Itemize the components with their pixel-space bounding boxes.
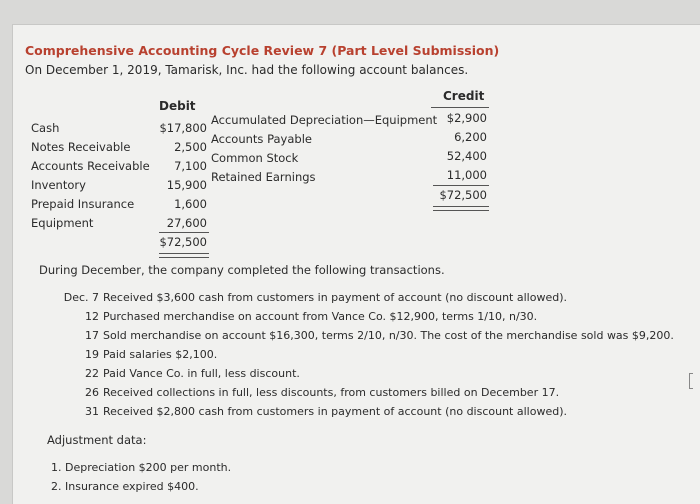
credit-total-double-rule	[433, 206, 489, 211]
debit-header: Debit	[159, 99, 196, 113]
debit-account-name: Accounts Receivable	[31, 159, 150, 173]
credit-account-name: Accumulated Depreciation—Equipment	[211, 113, 438, 127]
transaction-text: Paid Vance Co. in full, less discount.	[103, 367, 300, 380]
transaction-row	[41, 291, 567, 304]
credit-account-name: Retained Earnings	[211, 170, 316, 184]
debit-amounts	[151, 119, 207, 233]
credit-account-name: Common Stock	[211, 151, 299, 165]
transaction-text: Received $3,600 cash from customers in payment of account (no discount allowed).	[103, 291, 567, 304]
debit-account-name: Prepaid Insurance	[31, 197, 135, 211]
debit-total-double-rule	[159, 253, 209, 258]
credit-header-rule	[431, 107, 489, 108]
transaction-date: 31	[85, 405, 99, 418]
transaction-row	[41, 329, 674, 342]
bracket-mark	[689, 373, 693, 389]
transaction-row	[41, 310, 537, 323]
transactions-intro: During December, the company completed the following transactions.	[39, 263, 445, 277]
credit-amount: 6,200	[454, 130, 487, 144]
transaction-text: Received collections in full, less discounts, from customers billed on December 17.	[103, 386, 560, 399]
credit-account-name: Accounts Payable	[211, 132, 312, 146]
transaction-date: 19	[85, 348, 99, 361]
transaction-date: 12	[85, 310, 99, 323]
transaction-row	[41, 386, 559, 399]
transaction-date: 26	[85, 386, 99, 399]
transaction-date: Dec. 7	[63, 291, 99, 304]
transaction-text: Purchased merchandise on account from Vance Co. $12,900, terms 1/10, n/30.	[103, 310, 538, 323]
debit-amount: 1,600	[174, 197, 207, 211]
debit-account-names	[31, 119, 150, 233]
problem-intro: On December 1, 2019, Tamarisk, Inc. had the following account balances.	[25, 63, 469, 77]
debit-total: $72,500	[159, 235, 207, 249]
credit-amount: 11,000	[446, 168, 487, 182]
credit-amount: $2,900	[446, 111, 487, 125]
transaction-text: Received $2,800 cash from customers in payment of account (no discount allowed).	[103, 405, 567, 418]
transaction-date: 17	[85, 329, 99, 342]
debit-amount: 7,100	[174, 159, 207, 173]
debit-amount: 15,900	[166, 178, 207, 192]
credit-amount: 52,400	[446, 149, 487, 163]
debit-account-name: Inventory	[31, 178, 86, 192]
transaction-date: 22	[85, 367, 99, 380]
debit-amount: 27,600	[166, 216, 207, 230]
adjustment-item: 2. Insurance expired $400.	[51, 480, 199, 493]
debit-account-name: Cash	[31, 121, 60, 135]
transaction-text: Paid salaries $2,100.	[103, 348, 218, 361]
debit-account-name: Notes Receivable	[31, 140, 131, 154]
credit-header: Credit	[443, 89, 485, 103]
transaction-row	[41, 367, 300, 380]
credit-total: $72,500	[439, 188, 487, 202]
transaction-row	[41, 405, 567, 418]
debit-amount: 2,500	[174, 140, 207, 154]
debit-account-name: Equipment	[31, 216, 94, 230]
credit-account-names	[211, 111, 437, 187]
adjustment-header: Adjustment data:	[47, 433, 147, 447]
problem-title: Comprehensive Accounting Cycle Review 7 (Part Level Submission)	[25, 43, 500, 58]
debit-amount: $17,800	[159, 121, 207, 135]
problem-sheet	[12, 24, 700, 504]
adjustment-item: 1. Depreciation $200 per month.	[51, 461, 232, 474]
transaction-text: Sold merchandise on account $16,300, terms 2/10, n/30. The cost of the merchandise sold was $9,200.	[103, 329, 674, 342]
credit-amounts	[429, 109, 487, 185]
transaction-row	[41, 348, 217, 361]
